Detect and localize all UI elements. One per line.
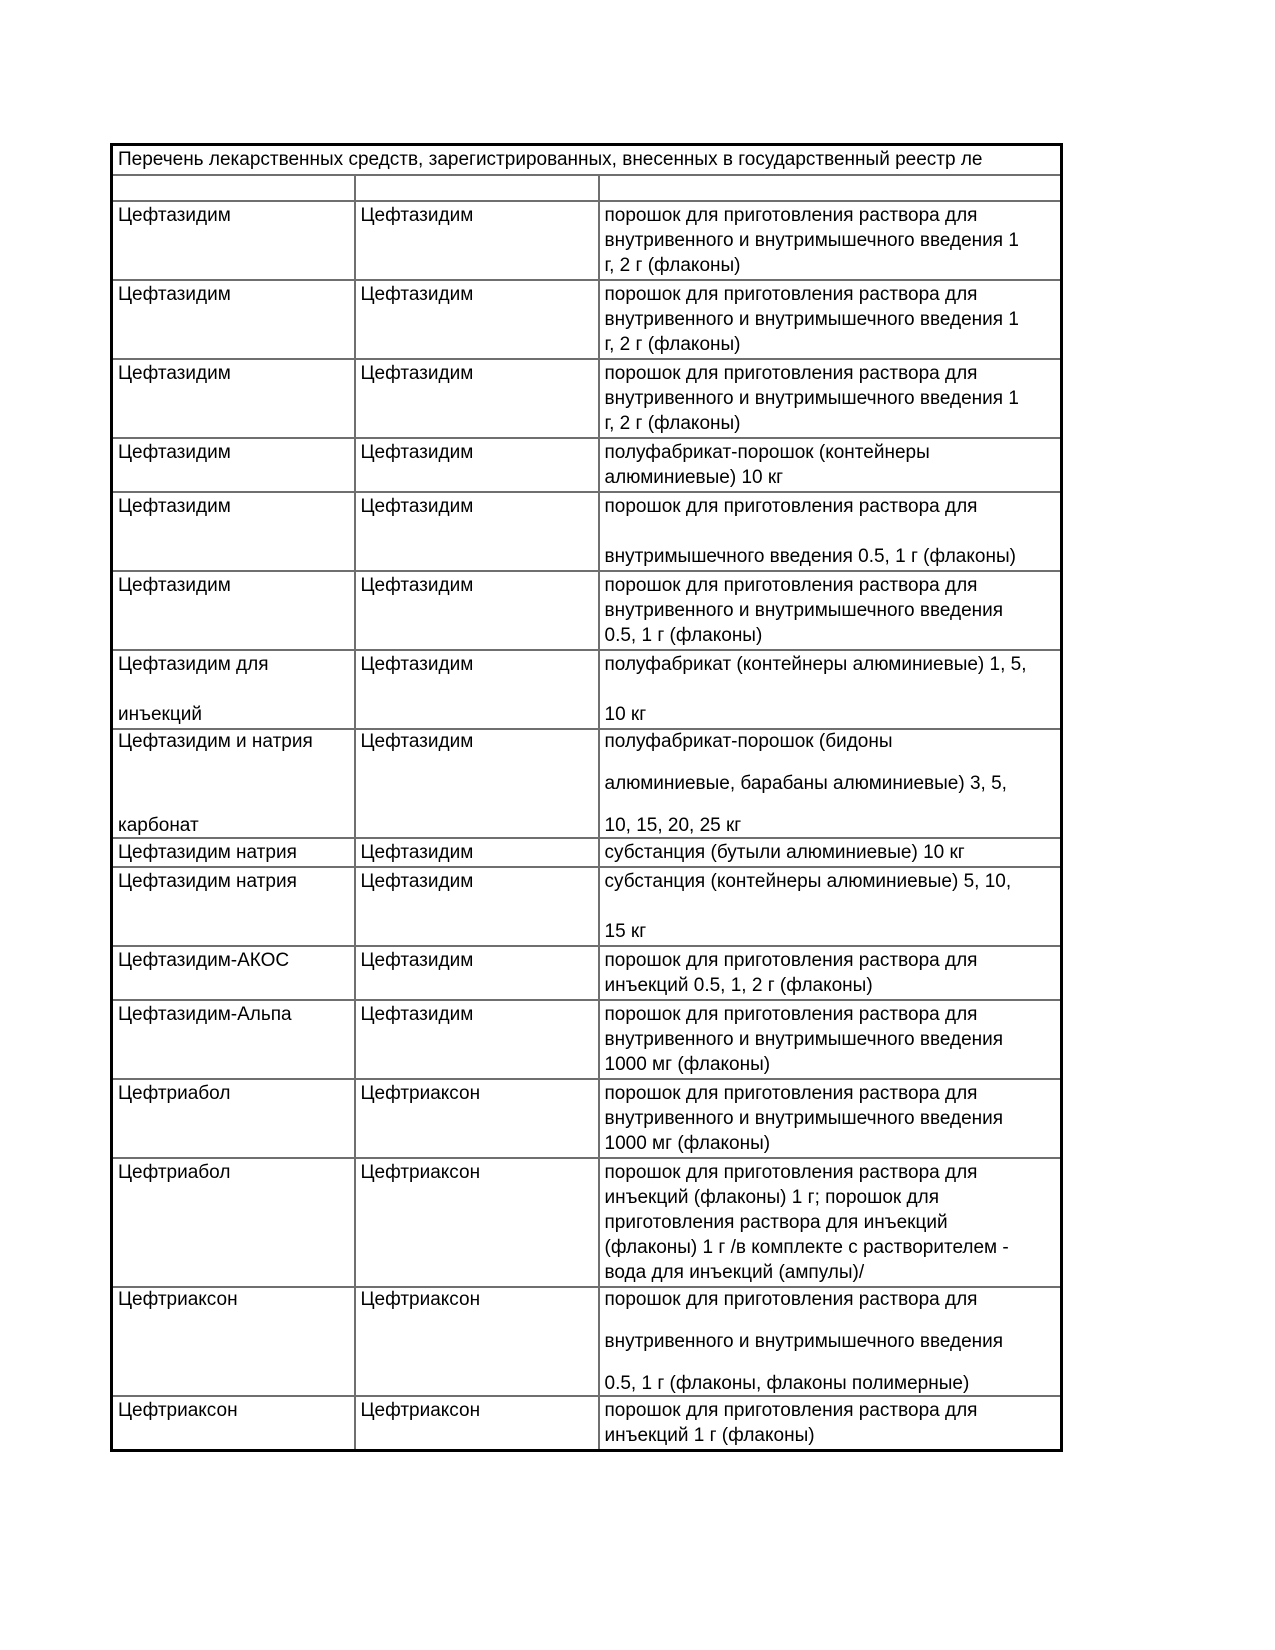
cell-line: Цефтазидим [118,363,231,384]
cell-line: 1000 мг (флаконы) [604,1054,771,1075]
cell-dosage-form [599,867,1062,946]
cell-line: (флаконы) 1 г /в комплекте с растворителем - [604,1237,1009,1258]
cell-inn [355,571,599,650]
table-row [112,650,1062,729]
cell-line: Цефтазидим [360,442,474,463]
cell-line: алюминиевые) 10 кг [604,467,784,488]
cell-inn [355,946,599,1000]
cell-line: Цефтазидим натрия [118,871,297,892]
header-cell-trade-name [112,175,355,201]
cell-trade-name [112,1079,355,1158]
cell-line: инъекций 0.5, 1, 2 г (флаконы) [604,975,873,996]
cell-line: полуфабрикат-порошок (контейнеры [604,442,930,463]
cell-line: внутривенного и внутримышечного введения 1 [604,388,1019,409]
cell-dosage-form [599,1000,1062,1079]
cell-trade-name [112,867,355,946]
cell-line: Цефтазидим натрия [118,842,297,863]
cell-line: инъекций (флаконы) 1 г; порошок для [604,1187,939,1208]
cell-line: Цефтазидим [118,284,231,305]
table-row [112,867,1062,946]
cell-dosage-form [599,492,1062,571]
cell-line: внутривенного и внутримышечного введения 1 [604,309,1019,330]
cell-line: 10 кг [604,704,647,725]
cell-trade-name [112,1396,355,1451]
cell-line: порошок для приготовления раствора для [604,496,978,517]
cell-trade-name [112,492,355,571]
cell-inn [355,867,599,946]
cell-inn [355,729,599,838]
table-row [112,438,1062,492]
cell-line: 0.5, 1 г (флаконы) [604,625,763,646]
cell-line: г, 2 г (флаконы) [604,255,741,276]
table-title: Перечень лекарственных средств, зарегистрированных, внесенных в государственный реестр ле [112,145,1062,176]
cell-trade-name [112,571,355,650]
cell-dosage-form [599,650,1062,729]
table-row [112,1158,1062,1287]
cell-inn [355,280,599,359]
cell-line: Цефтазидим для [118,654,269,675]
table-header-row [112,175,1062,201]
cell-line: порошок для приготовления раствора для [604,575,978,596]
table-body [112,145,1062,1451]
cell-inn [355,1000,599,1079]
cell-line: порошок для приготовления раствора для [604,205,978,226]
cell-line: порошок для приготовления раствора для [604,1162,978,1183]
cell-line: Цефтриабол [118,1162,231,1183]
table-row [112,946,1062,1000]
cell-line: порошок для приготовления раствора для [604,1083,978,1104]
cell-line: Цефтриабол [118,1083,231,1104]
drug-registry-table [110,143,1063,1452]
cell-line: Цефтазидим [360,575,474,596]
cell-line: внутримышечного введения 0.5, 1 г (флаконы) [604,546,1016,567]
cell-line [118,752,351,773]
cell-line [605,677,1058,702]
cell-line: 15 кг [604,921,647,942]
cell-trade-name [112,1000,355,1079]
table-row [112,1287,1062,1396]
cell-line: Цефтазидим [118,205,231,226]
cell-line: инъекций 1 г (флаконы) [604,1425,815,1446]
cell-trade-name [112,650,355,729]
cell-line: Цефтазидим [118,442,231,463]
cell-line: Цефтазидим и натрия [118,731,313,752]
cell-trade-name [112,201,355,280]
cell-line: Цефтазидим [360,284,474,305]
cell-line: 1000 мг (флаконы) [604,1133,771,1154]
cell-dosage-form [599,571,1062,650]
cell-inn [355,438,599,492]
cell-inn [355,201,599,280]
cell-trade-name [112,438,355,492]
cell-line: внутривенного и внутримышечного введения 1 [604,230,1019,251]
cell-dosage-form [599,359,1062,438]
table-row [112,571,1062,650]
table-row [112,729,1062,838]
cell-dosage-form [599,838,1062,867]
cell-line: г, 2 г (флаконы) [604,334,741,355]
cell-line: Цефтриаксон [118,1400,238,1421]
table-row [112,201,1062,280]
cell-inn [355,1396,599,1451]
cell-line: 0.5, 1 г (флаконы, флаконы полимерные) [604,1373,970,1394]
cell-dosage-form [599,1158,1062,1287]
cell-trade-name [112,729,355,838]
table-row [112,492,1062,571]
cell-line: Цефтазидим [118,575,231,596]
table-row [112,280,1062,359]
cell-dosage-form [599,1396,1062,1451]
cell-inn [355,492,599,571]
table-row [112,1079,1062,1158]
cell-trade-name [112,1287,355,1396]
cell-line: Цефтазидим [360,1004,474,1025]
cell-line: Цефтазидим [360,654,474,675]
cell-dosage-form [599,946,1062,1000]
cell-line: Цефтазидим [360,950,474,971]
header-cell-dosage-form [599,175,1062,201]
cell-line: Цефтазидим-Альпа [118,1004,292,1025]
cell-inn [355,1287,599,1396]
cell-line: Цефтриаксон [118,1289,238,1310]
header-cell-inn [355,175,599,201]
cell-line [118,773,351,794]
cell-line [605,1352,1058,1373]
cell-line: порошок для приготовления раствора для [604,950,978,971]
cell-trade-name [112,946,355,1000]
cell-line: 10, 15, 20, 25 кг [604,815,742,836]
cell-trade-name [112,838,355,867]
cell-line: Цефтриаксон [360,1162,481,1183]
cell-line: Цефтазидим [360,871,474,892]
cell-line [605,1310,1058,1331]
cell-line: полуфабрикат-порошок (бидоны [604,731,893,752]
cell-line [605,752,1058,773]
cell-line: порошок для приготовления раствора для [604,284,978,305]
cell-inn [355,650,599,729]
cell-line: г, 2 г (флаконы) [604,413,741,434]
cell-line: карбонат [118,815,199,836]
cell-line: Цефтриаксон [360,1400,481,1421]
table-row [112,359,1062,438]
cell-trade-name [112,359,355,438]
cell-dosage-form [599,280,1062,359]
cell-line: приготовления раствора для инъекций [604,1212,948,1233]
cell-dosage-form [599,729,1062,838]
cell-line: внутривенного и внутримышечного введения [604,1029,1004,1050]
cell-line: Цефтазидим-АКОС [118,950,290,971]
table-title-row [112,145,1062,176]
cell-line: Цефтазидим [360,731,474,752]
cell-line: Цефтазидим [118,496,231,517]
cell-line [118,794,351,815]
cell-line [605,794,1058,815]
cell-dosage-form [599,1287,1062,1396]
cell-line: Цефтриаксон [360,1083,481,1104]
cell-line: Цефтазидим [360,363,474,384]
cell-line: вода для инъекций (ампулы)/ [604,1262,865,1283]
cell-line: полуфабрикат (контейнеры алюминиевые) 1, 5, [604,654,1027,675]
cell-inn [355,1158,599,1287]
cell-line: порошок для приготовления раствора для [604,363,978,384]
cell-line: порошок для приготовления раствора для [604,1004,978,1025]
cell-line: субстанция (бутыли алюминиевые) 10 кг [604,842,965,863]
cell-line: Цефтазидим [360,496,474,517]
cell-line [605,894,1058,919]
cell-inn [355,1079,599,1158]
cell-line: внутривенного и внутримышечного введения [604,1331,1004,1352]
cell-line [605,519,1058,544]
cell-line: Цефтазидим [360,842,474,863]
cell-inn [355,838,599,867]
cell-line: алюминиевые, барабаны алюминиевые) 3, 5, [604,773,1007,794]
cell-inn [355,359,599,438]
cell-line: инъекций [118,704,202,725]
cell-line: внутривенного и внутримышечного введения [604,1108,1004,1129]
cell-dosage-form [599,201,1062,280]
cell-line: Цефтазидим [360,205,474,226]
cell-line: Цефтриаксон [360,1289,481,1310]
cell-dosage-form [599,438,1062,492]
cell-line: внутривенного и внутримышечного введения [604,600,1004,621]
cell-trade-name [112,280,355,359]
cell-line: субстанция (контейнеры алюминиевые) 5, 10, [604,871,1012,892]
cell-line: порошок для приготовления раствора для [604,1400,978,1421]
cell-trade-name [112,1158,355,1287]
table-row [112,1396,1062,1451]
table-row [112,838,1062,867]
cell-line: порошок для приготовления раствора для [604,1289,978,1310]
cell-dosage-form [599,1079,1062,1158]
cell-line [118,677,351,702]
table-row [112,1000,1062,1079]
